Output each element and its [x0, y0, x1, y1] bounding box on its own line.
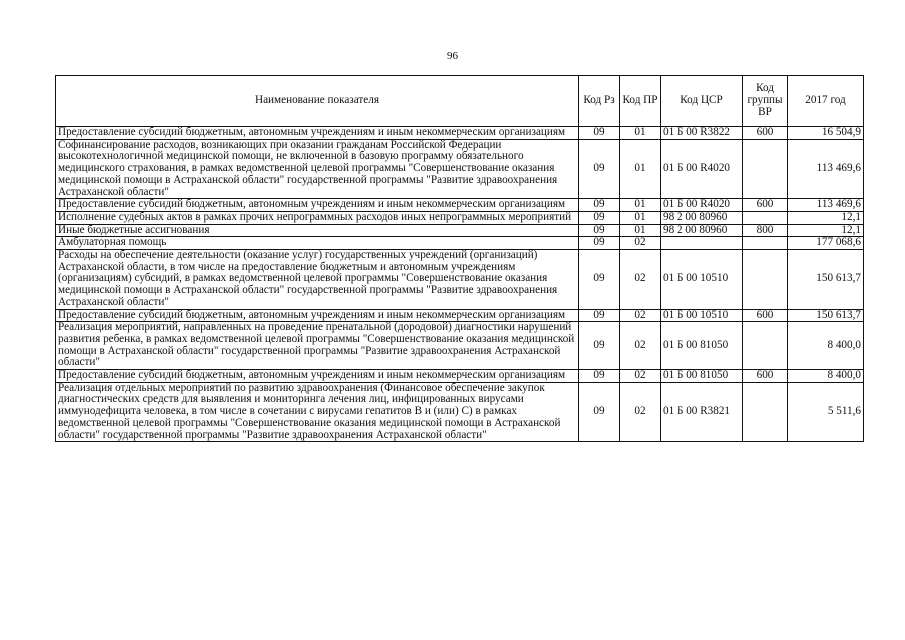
cell-vr [743, 139, 788, 199]
table-row [56, 237, 864, 250]
cell-name: Реализация мероприятий, направленных на проведение пренатальной (дородовой) диагностики нарушений развития ребенка, в рамках ведомственной целевой программы "Совершенствование оказания медицинской помощи в Астраханской области" государственной программы "Развитие здравоохранения Астраханской области" [56, 322, 579, 370]
cell-amount: 8 400,0 [788, 370, 864, 383]
cell-rz: 09 [579, 309, 620, 322]
header-year: 2017 год [788, 76, 864, 127]
cell-pr: 02 [620, 309, 661, 322]
cell-name: Исполнение судебных актов в рамках прочих непрограммных расходов иных непрограммных мероприятий [56, 211, 579, 224]
cell-amount: 16 504,9 [788, 127, 864, 140]
table-row [56, 139, 864, 199]
cell-pr: 02 [620, 370, 661, 383]
cell-rz: 09 [579, 139, 620, 199]
cell-vr: 800 [743, 224, 788, 237]
cell-amount: 113 469,6 [788, 199, 864, 212]
cell-csr: 01 Б 00 R3822 [661, 127, 743, 140]
cell-name: Амбулаторная помощь [56, 237, 579, 250]
cell-name: Иные бюджетные ассигнования [56, 224, 579, 237]
cell-vr: 600 [743, 370, 788, 383]
cell-csr: 01 Б 00 R4020 [661, 139, 743, 199]
cell-name: Предоставление субсидий бюджетным, автономным учреждениям и иным некоммерческим организациям [56, 370, 579, 383]
cell-pr: 01 [620, 127, 661, 140]
table-row [56, 322, 864, 370]
table-row [56, 250, 864, 310]
budget-table [55, 75, 864, 442]
cell-vr [743, 382, 788, 442]
cell-vr: 600 [743, 309, 788, 322]
cell-pr: 01 [620, 211, 661, 224]
cell-amount: 8 400,0 [788, 322, 864, 370]
cell-csr: 01 Б 00 81050 [661, 322, 743, 370]
cell-vr: 600 [743, 127, 788, 140]
cell-rz: 09 [579, 322, 620, 370]
cell-csr: 98 2 00 80960 [661, 224, 743, 237]
cell-amount: 12,1 [788, 224, 864, 237]
cell-csr: 01 Б 00 81050 [661, 370, 743, 383]
cell-rz: 09 [579, 382, 620, 442]
cell-vr [743, 211, 788, 224]
cell-rz: 09 [579, 250, 620, 310]
table-row [56, 224, 864, 237]
table-row [56, 199, 864, 212]
table-row [56, 127, 864, 140]
cell-amount: 113 469,6 [788, 139, 864, 199]
table-row [56, 382, 864, 442]
cell-pr: 02 [620, 250, 661, 310]
table-row [56, 211, 864, 224]
cell-pr: 02 [620, 237, 661, 250]
header-vr: Код группы ВР [743, 76, 788, 127]
header-rz: Код Рз [579, 76, 620, 127]
cell-csr: 01 Б 00 10510 [661, 250, 743, 310]
cell-rz: 09 [579, 199, 620, 212]
page-number: 96 [447, 50, 458, 62]
cell-csr: 01 Б 00 R3821 [661, 382, 743, 442]
cell-amount: 150 613,7 [788, 250, 864, 310]
cell-vr [743, 237, 788, 250]
cell-csr: 01 Б 00 R4020 [661, 199, 743, 212]
cell-name: Предоставление субсидий бюджетным, автономным учреждениям и иным некоммерческим организациям [56, 309, 579, 322]
cell-name: Предоставление субсидий бюджетным, автономным учреждениям и иным некоммерческим организациям [56, 199, 579, 212]
table-row [56, 370, 864, 383]
cell-name: Расходы на обеспечение деятельности (оказание услуг) государственных учреждений (организаций) Астраханской области, в том числе на предоставление бюджетным и автономным учреждениям (организациям) субсидий, в рамках ведомственной целевой программы "Совершенствование оказания медицинской помощи в Астраханской области" государственной программы "Развитие здравоохранения Астраханской области" [56, 250, 579, 310]
cell-pr: 01 [620, 199, 661, 212]
header-pr: Код ПР [620, 76, 661, 127]
cell-rz: 09 [579, 237, 620, 250]
cell-pr: 01 [620, 139, 661, 199]
header-name: Наименование показателя [56, 76, 579, 127]
cell-vr [743, 250, 788, 310]
cell-pr: 01 [620, 224, 661, 237]
cell-csr: 01 Б 00 10510 [661, 309, 743, 322]
cell-csr: 98 2 00 80960 [661, 211, 743, 224]
cell-rz: 09 [579, 224, 620, 237]
cell-amount: 5 511,6 [788, 382, 864, 442]
cell-amount: 177 068,6 [788, 237, 864, 250]
cell-amount: 150 613,7 [788, 309, 864, 322]
cell-pr: 02 [620, 322, 661, 370]
cell-rz: 09 [579, 127, 620, 140]
cell-name: Предоставление субсидий бюджетным, автономным учреждениям и иным некоммерческим организациям [56, 127, 579, 140]
table-header-row [56, 76, 864, 127]
table-row [56, 309, 864, 322]
cell-csr [661, 237, 743, 250]
cell-amount: 12,1 [788, 211, 864, 224]
cell-rz: 09 [579, 211, 620, 224]
cell-vr [743, 322, 788, 370]
header-csr: Код ЦСР [661, 76, 743, 127]
cell-name: Софинансирование расходов, возникающих при оказании гражданам Российской Федерации высокотехнологичной медицинской помощи, не включенной в базовую программу обязательного медицинского страхования, в рамках ведомственной целевой программы "Совершенствование оказания медицинской помощи в Астраханской области" государственной программы "Развитие здравоохранения Астраханской области" [56, 139, 579, 199]
cell-vr: 600 [743, 199, 788, 212]
cell-rz: 09 [579, 370, 620, 383]
cell-pr: 02 [620, 382, 661, 442]
cell-name: Реализация отдельных мероприятий по развитию здравоохранения (Финансовое обеспечение закупок диагностических средств для выявления и мониторинга лечения лиц, инфицированных вирусами иммунодефицита человека, в том числе в сочетании с вирусами гепатитов В и (или) С) в рамках ведомственной целевой программы "Совершенствование оказания медицинской помощи в Астраханской области" государственной программы "Развитие здравоохранения Астраханской области" [56, 382, 579, 442]
